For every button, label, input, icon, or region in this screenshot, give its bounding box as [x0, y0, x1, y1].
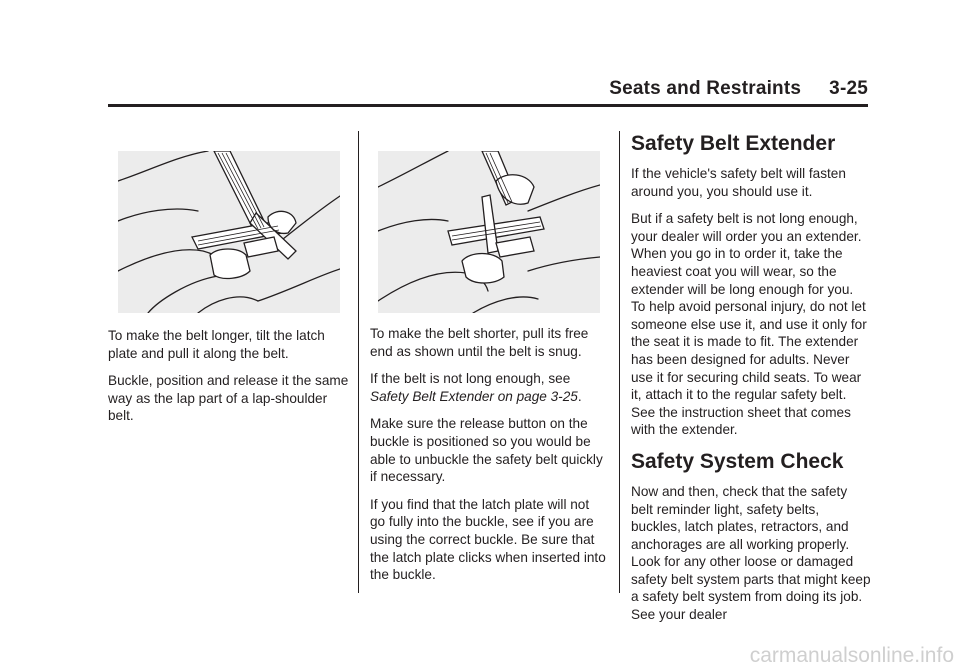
- paragraph-buckle: Buckle, position and release it the same way as the lap part of a lap-shoulder belt.: [108, 373, 349, 424]
- section-title: Seats and Restraints: [609, 78, 802, 99]
- column-1: [108, 131, 350, 435]
- paragraph-extender-order: But if a safety belt is not long enough, your dealer will order you an extender. When you go in to order it, take the heaviest coat you will wear, so the extender will be long enough for you. To help avoid personal injury, do not let someone else use it, and use it only for the seat it is made to fit. The extender has been designed for adults. Never use it for securing child seats. To wear it, attach it to the regular safety belt. See the instruction sheet that comes with the extender.: [631, 211, 867, 438]
- paragraph-lengthen: To make the belt longer, tilt the latch plate and pull it along the belt.: [108, 328, 325, 361]
- heading-safety-system-check: Safety System Check: [631, 449, 844, 473]
- paragraph-extender-use: If the vehicle's safety belt will fasten around you, you should use it.: [631, 166, 846, 199]
- column-3: [631, 131, 871, 634]
- paragraph-release-button: Make sure the release button on the buckle is positioned so you would be able to unbuckle the safety belt quickly if necessary.: [370, 416, 603, 485]
- column-divider-2: [619, 131, 620, 593]
- period: .: [577, 388, 582, 404]
- page-header: [108, 78, 868, 108]
- column-divider-1: [358, 131, 359, 593]
- paragraph-shorten: To make the belt shorter, pull its free end as shown until the belt is snug.: [370, 326, 589, 359]
- belt-shorten-illustration-icon: [378, 151, 600, 313]
- heading-safety-belt-extender: Safety Belt Extender: [631, 132, 836, 155]
- watermark: carmanualsonline.info: [749, 644, 954, 667]
- header-text: [609, 78, 868, 100]
- page-number: 3-25: [829, 78, 868, 99]
- paragraph-see-extender: [370, 370, 608, 405]
- see-text: If the belt is not long enough, see: [370, 371, 571, 387]
- column-2: [370, 131, 608, 594]
- cross-reference-link[interactable]: Safety Belt Extender on page 3-25: [370, 388, 578, 404]
- paragraph-system-check: Now and then, check that the safety belt reminder light, safety belts, buckles, latch plates, retractors, and anchorages are all working properly. Look for any other loose or damaged safety belt system parts that might keep a safety belt system from doing its job. See your dealer: [631, 483, 871, 623]
- header-rule: [108, 104, 868, 107]
- paragraph-latch-plate: If you find that the latch plate will not go fully into the buckle, see if you are using the correct buckle. Be sure that the latch plate clicks when inserted into the buckle.: [370, 496, 606, 583]
- belt-lengthen-illustration-icon: [118, 151, 340, 313]
